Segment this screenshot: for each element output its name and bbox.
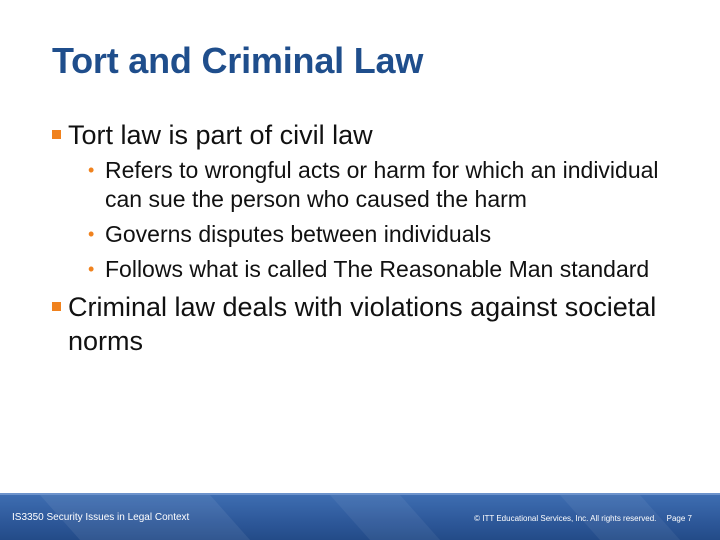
footer-info: [474, 514, 692, 523]
bullet-text: Criminal law deals with violations against societal norms: [68, 292, 657, 356]
dot-bullet-icon: •: [88, 259, 95, 279]
bullet-text: Tort law is part of civil law: [68, 120, 373, 150]
slide-content: [52, 118, 692, 358]
square-bullet-icon: [52, 302, 61, 311]
sub-bullet-text: Follows what is called The Reasonable Man standard: [105, 256, 650, 282]
course-title: IS3350 Security Issues in Legal Context: [12, 512, 190, 523]
sub-bullet-text: Refers to wrongful acts or harm for which an individual can sue the person who caused the harm: [105, 157, 659, 212]
dot-bullet-icon: •: [88, 224, 95, 244]
page-number: Page 7: [666, 514, 692, 523]
copyright-text: © ITT Educational Services, Inc. All rights reserved.: [474, 514, 657, 523]
sub-bullet-item: [52, 220, 692, 249]
footer-top-line: [0, 493, 720, 495]
bullet-item: [52, 290, 692, 358]
sub-bullet-item: [52, 255, 692, 284]
square-bullet-icon: [52, 130, 61, 139]
slide-footer: [0, 493, 720, 540]
sub-bullet-list: [52, 156, 692, 284]
dot-bullet-icon: •: [88, 160, 95, 180]
slide-title: Tort and Criminal Law: [52, 40, 424, 81]
bullet-item: [52, 118, 692, 152]
sub-bullet-text: Governs disputes between individuals: [105, 221, 492, 247]
sub-bullet-item: [52, 156, 692, 214]
